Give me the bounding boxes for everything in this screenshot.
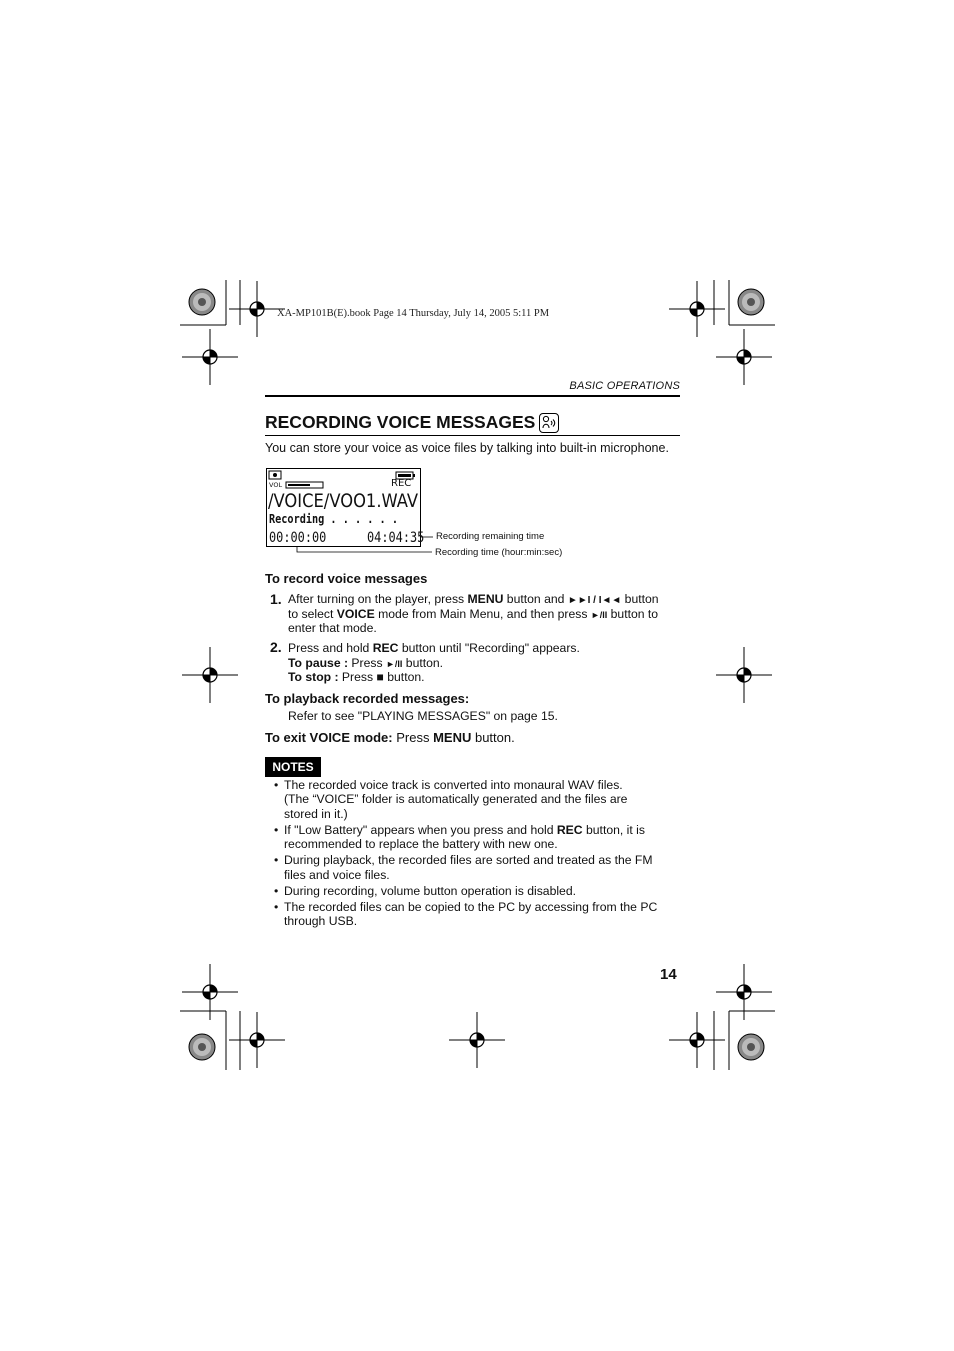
note-3-bullet: • [274,853,279,867]
registration-crosshair-bottom-right-1 [716,964,772,1020]
step-1-text-f: to select [288,607,337,621]
lcd-remaining-time: 04:04:35 [367,530,425,546]
note-5-line-2: through USB. [284,914,358,928]
step-2-line-1 [288,641,580,656]
top-rule [265,395,680,397]
pause-label: To pause : [288,656,349,670]
pause-text-a: Press [348,656,386,670]
note-2-line-1 [284,823,645,838]
playback-heading: To playback recorded messages: [265,691,470,706]
page-number: 14 [660,966,677,983]
step-1-text-a: After turning on the player, press [288,592,468,606]
pause-text-b: button. [402,656,444,670]
play-pause-icon: ►/II [590,610,608,620]
exit-voice-mode [265,730,515,745]
note-2-rec-key: REC [556,823,583,837]
stop-label: To stop : [288,670,339,684]
lcd-vol-label: VOL [269,481,283,489]
step-1-text-e: button [621,592,659,606]
registration-crosshair-bottom-right-2 [669,1012,725,1068]
note-1-line-2: (The “VOICE” folder is automatically generated and the files are [284,792,628,806]
lcd-file-path: /VOICE/VOO1.WAV [268,490,419,512]
note-4-line-1: During recording, volume button operation is disabled. [284,884,576,898]
page-title [265,412,559,433]
note-1-bullet: • [274,778,279,792]
registration-crosshair-top-right-1 [669,281,725,337]
step-2-rec-key: REC [372,641,399,655]
registration-target-bottom-right-star [738,1034,764,1060]
note-3-line-1: During playback, the recorded files are sorted and treated as the FM [284,853,653,867]
stop-text-b: button. [383,670,425,684]
page-title-text: RECORDING VOICE MESSAGES [265,412,536,432]
registration-crosshair-middle-right [716,647,772,703]
step-1-line-3: enter that mode. [288,621,377,635]
note-2-text-a: If "Low Battery" appears when you press and hold [284,823,557,837]
lcd-elapsed-time: 00:00:00 [269,530,327,546]
registration-crosshair-middle-left [182,647,238,703]
playback-text: Refer to see "PLAYING MESSAGES" on page 15. [288,709,558,723]
registration-crosshair-bottom-center [449,1012,505,1068]
registration-target-top-right-star [738,289,764,315]
exit-label: To exit VOICE mode: [265,730,393,745]
step-1-menu-key: MENU [467,592,504,606]
record-heading: To record voice messages [265,571,428,586]
note-2-text-c: button, it is [582,823,645,837]
book-info-header: XA-MP101B(E).book Page 14 Thursday, July 14, 2005 5:11 PM [277,308,550,319]
registration-target-bottom-left-star [189,1034,215,1060]
registration-crosshair-top-left-2 [182,329,238,385]
callout-remaining-time: Recording remaining time [436,531,545,542]
step-2-stop [288,670,425,685]
step-2-number: 2. [270,639,282,655]
step-1-number: 1. [270,591,282,607]
stop-text-a: Press [338,670,377,684]
exit-text-b: button. [471,730,515,745]
registration-crosshair-bottom-left-2 [229,1012,285,1068]
exit-text-a: Press [392,730,434,745]
step-1-line-1 [288,592,659,608]
running-head: BASIC OPERATIONS [569,380,680,392]
step-1-voice-key: VOICE [336,607,375,621]
exit-menu-key: MENU [433,730,472,745]
microphone-speaking-icon [539,413,559,433]
note-4-bullet: • [274,884,279,898]
registration-crosshair-bottom-left-1 [182,964,238,1020]
note-2-bullet: • [274,823,279,837]
lcd-rec-label: REC [391,478,412,489]
intro-text: You can store your voice as voice files by talking into built-in microphone. [265,441,669,455]
play-pause-icon: ►/II [385,659,403,669]
skip-buttons-icon: ►►I / I◄◄ [567,595,622,606]
note-2-line-2: recommended to replace the battery with new one. [284,837,558,851]
step-1-text-j: button to [607,607,659,621]
note-1-line-1: The recorded voice track is converted into monaural WAV files. [284,778,623,792]
note-3-line-2: files and voice files. [284,868,390,882]
note-5-line-1: The recorded files can be copied to the PC by accessing from the PC [284,900,658,914]
registration-crosshair-top-right-2 [716,329,772,385]
callout-elapsed-time: Recording time (hour:min:sec) [435,547,563,558]
step-1-text-c: button and [503,592,568,606]
step-1-text-h: mode from Main Menu, and then press [374,607,591,621]
lcd-recording-status: Recording . . . . . . [269,512,398,526]
registration-target-top-left-star [189,289,215,315]
step-2-text-a: Press and hold [288,641,373,655]
note-1-line-3: stored in it.) [284,807,348,821]
title-rule [265,435,680,436]
note-5-bullet: • [274,900,279,914]
step-2-text-c: button until "Recording" appears. [398,641,580,655]
stop-icon: ■ [376,670,384,684]
notes-label: NOTES [265,757,321,777]
